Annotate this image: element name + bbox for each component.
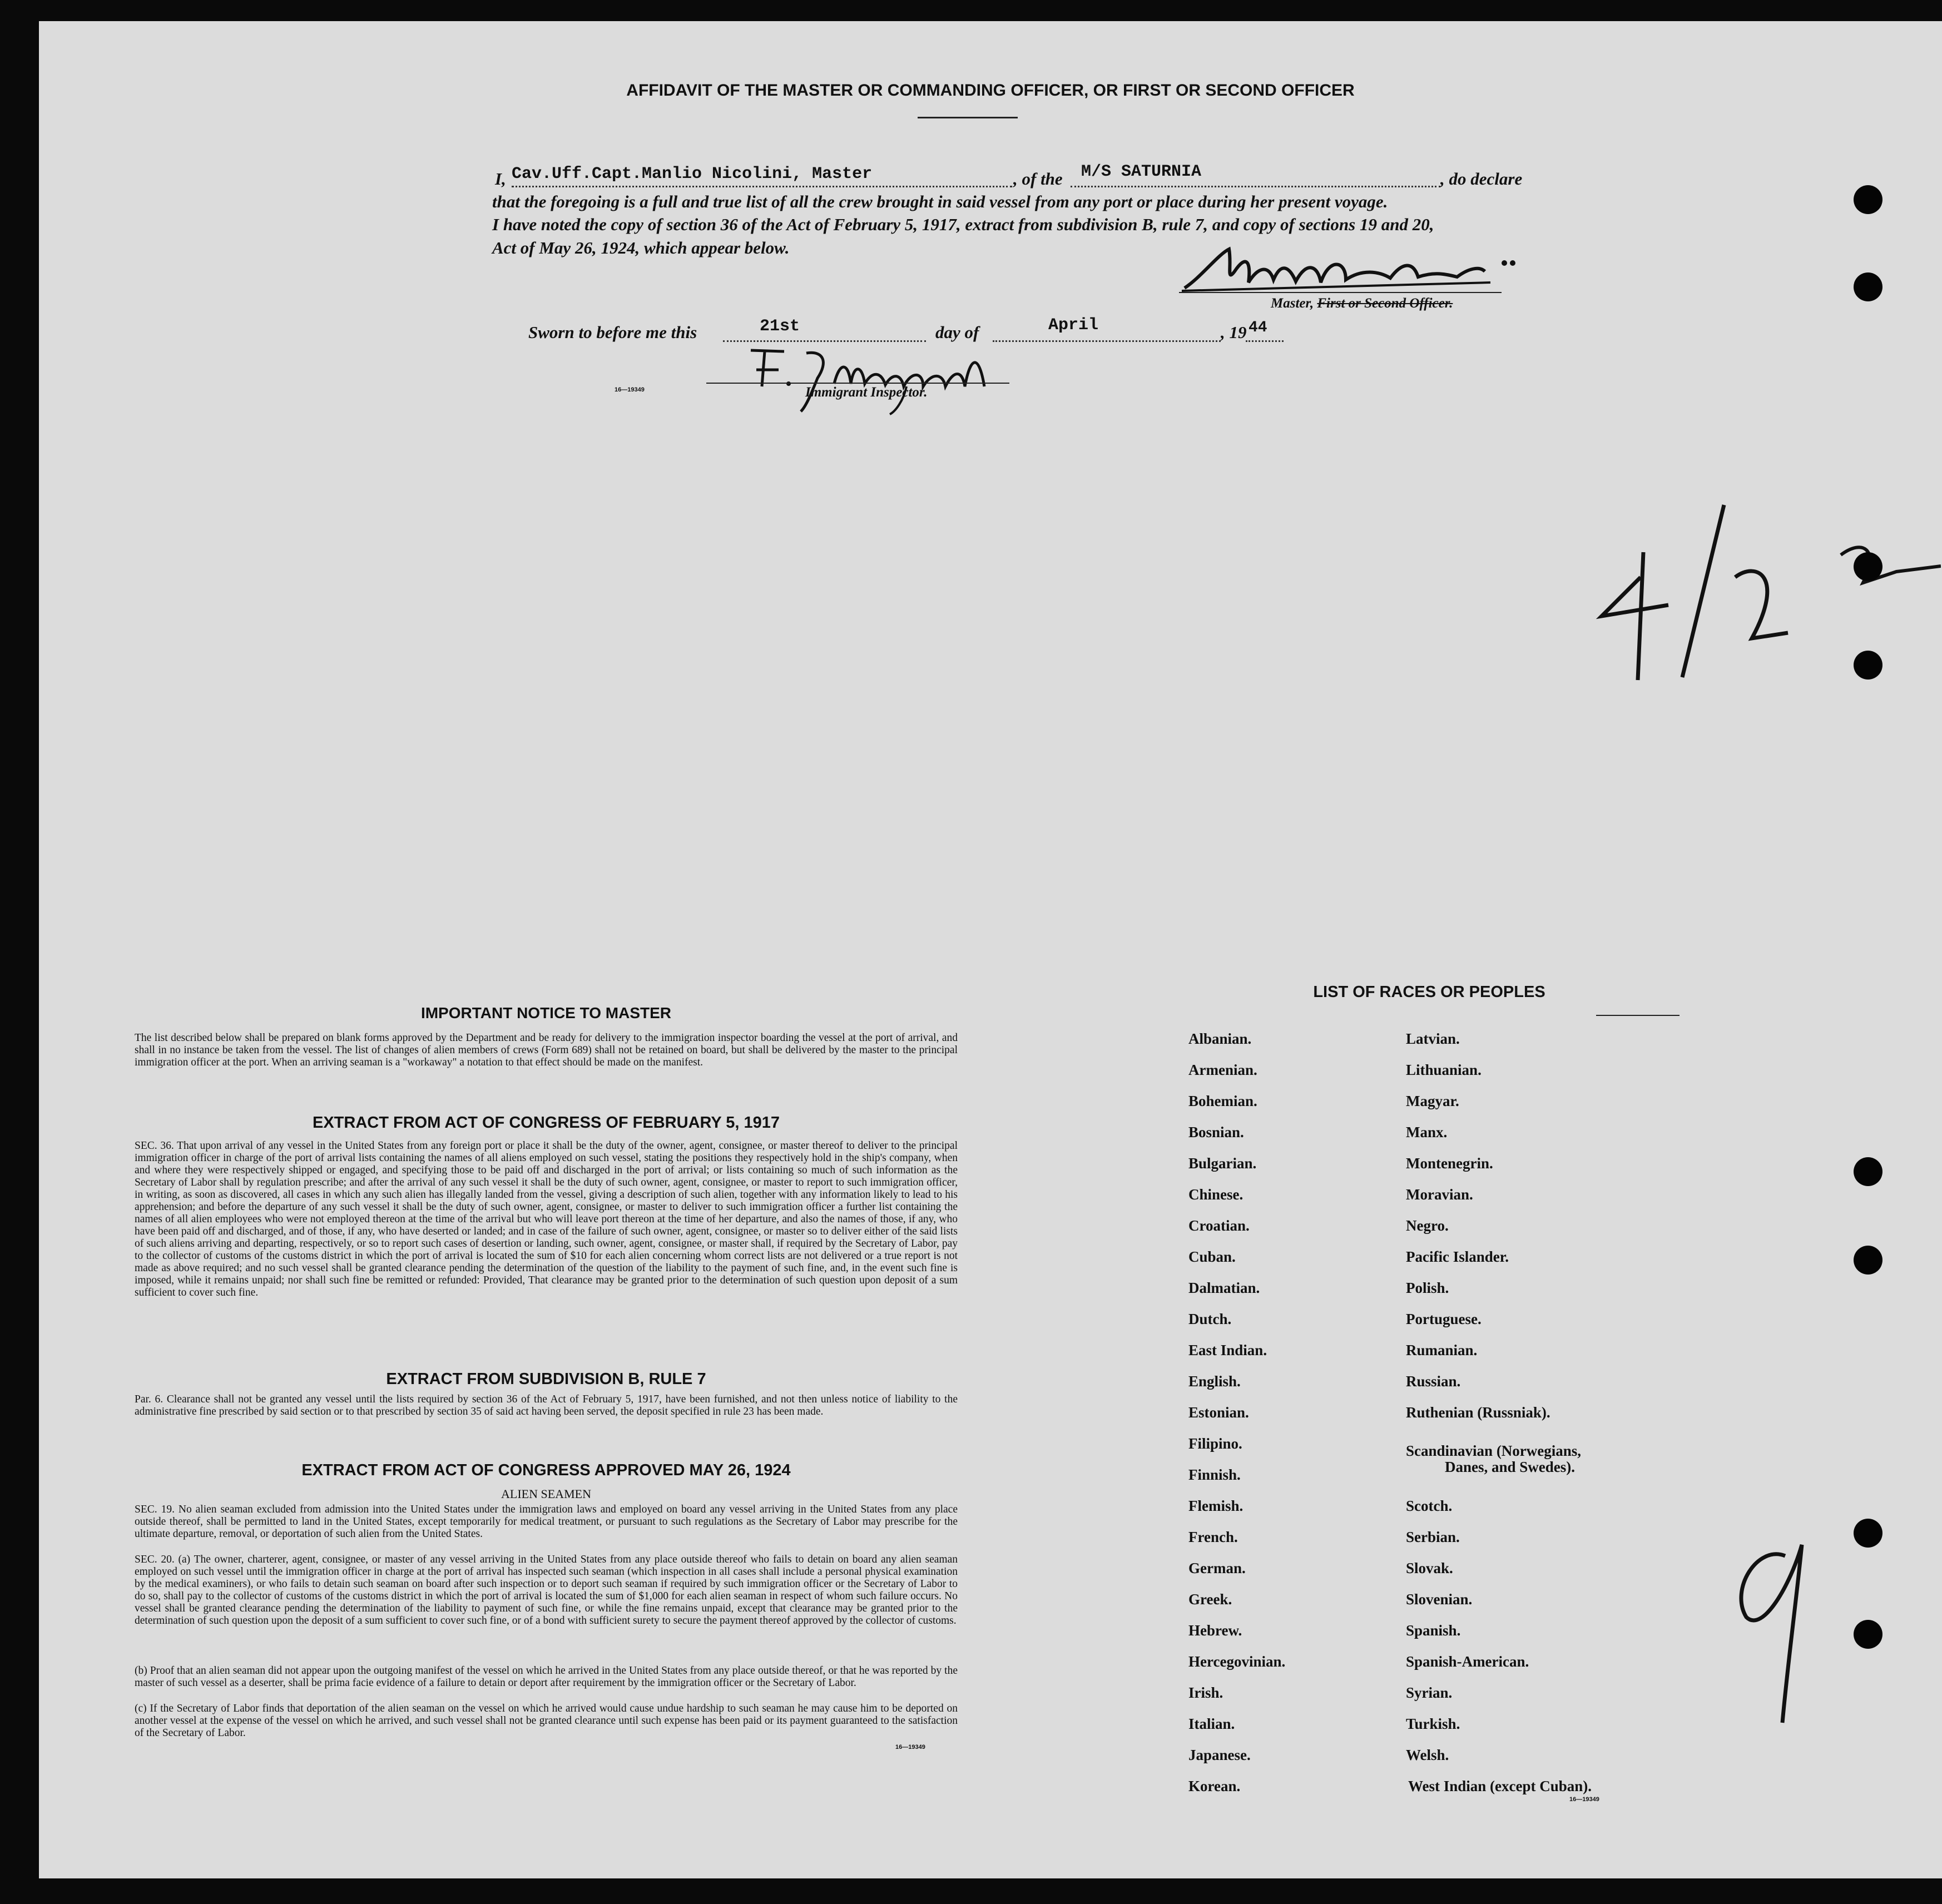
- race-col1-item: Finnish.: [1188, 1466, 1241, 1483]
- race-col2-item: West Indian (except Cuban).: [1408, 1778, 1592, 1794]
- signer-title: [1271, 296, 1453, 311]
- race-col1-item: Greek.: [1188, 1591, 1232, 1608]
- race-col1-item: Cuban.: [1188, 1248, 1236, 1265]
- punch-hole: [1854, 1246, 1882, 1275]
- declaration-line-4: Act of May 26, 1924, which appear below.: [492, 238, 790, 257]
- race-col2-item: Latvian.: [1406, 1030, 1460, 1047]
- notice-body: The list described below shall be prepared on blank forms approved by the Department and be ready for delivery to the immigration inspector boarding the vessel at the port of arrival, and shall in no instance be taken from the vessel. The list of changes of alien members of crews (Form 689) shall not be retained on board, but shall be delivered by the master to the principal immigration officer at the port. When an arriving seaman is a "workaway" a notation to that effect should be made on the manifest.: [135, 1032, 958, 1068]
- race-col1-item: Croatian.: [1188, 1217, 1250, 1234]
- year-suffix-field: 44: [1249, 319, 1267, 336]
- races-title: LIST OF RACES OR PEOPLES: [1313, 983, 1545, 1001]
- punch-hole: [1854, 1519, 1882, 1548]
- race-col1-item: English.: [1188, 1373, 1241, 1390]
- subdivision-title: EXTRACT FROM SUBDIVISION B, RULE 7: [386, 1370, 706, 1388]
- race-col2-item: Turkish.: [1406, 1715, 1460, 1732]
- notice-form-number: 16—19349: [895, 1744, 925, 1751]
- of-the-label: , of the: [1013, 169, 1063, 189]
- punch-hole: [1854, 1620, 1882, 1649]
- race-col1-item: Albanian.: [1188, 1030, 1252, 1047]
- race-col2-continuation: Danes, and Swedes).: [1445, 1459, 1576, 1475]
- race-col2-item: Welsh.: [1406, 1747, 1449, 1763]
- race-col1-item: Dalmatian.: [1188, 1280, 1260, 1296]
- race-col2-item: Russian.: [1406, 1373, 1461, 1390]
- i-label: I,: [495, 169, 506, 189]
- race-col2-item: Pacific Islander.: [1406, 1248, 1509, 1265]
- handwritten-date-note: [1552, 488, 1941, 694]
- section-19: SEC. 19. No alien seaman excluded from admission into the United States under the immigration laws and employed on board any vessel arriving in the United States from any place outside thereof, shall be permitted to land in the United States, except temporarily for medical treatment, or pursuant to such regulations as the Secretary of Labor may prescribe for the ultimate departure, removal, or deportation of such alien from the United States.: [135, 1504, 958, 1540]
- race-col2-item: Polish.: [1406, 1280, 1449, 1296]
- master-name-field: Cav.Uff.Capt.Manlio Nicolini, Master: [512, 165, 873, 184]
- alien-seamen-subtitle: ALIEN SEAMEN: [501, 1487, 591, 1501]
- race-col2-item: Ruthenian (Russniak).: [1406, 1404, 1550, 1421]
- race-col2-item: Slovak.: [1406, 1560, 1453, 1576]
- section-20c: (c) If the Secretary of Labor finds that deportation of the alien seaman on the vessel on which he arrived would cause undue hardship to such seaman he may cause him to be deported on another vessel at the expense of the vessel on which he arrived, and such vessel shall not be granted clearance until such expense has been paid or its payment guaranteed to the satisfaction of the Secretary of Labor.: [135, 1703, 958, 1739]
- race-col2-item: Manx.: [1406, 1124, 1448, 1141]
- race-col2-item: Scotch.: [1406, 1498, 1453, 1514]
- declaration-line-2: that the foregoing is a full and true list of all the crew brought in said vessel from any port or place during her present voyage.: [492, 192, 1388, 211]
- races-title-divider: [1596, 1015, 1680, 1016]
- race-col2-item: Slovenian.: [1406, 1591, 1473, 1608]
- punch-hole: [1854, 185, 1882, 214]
- race-col1-item: East Indian.: [1188, 1342, 1267, 1358]
- race-col1-item: Hebrew.: [1188, 1622, 1242, 1639]
- race-col1-item: Dutch.: [1188, 1311, 1232, 1327]
- race-col1-item: Hercegovinian.: [1188, 1653, 1286, 1670]
- race-col2-item: Magyar.: [1406, 1093, 1459, 1109]
- notice-title: IMPORTANT NOTICE TO MASTER: [420, 1004, 672, 1022]
- title-divider: [918, 117, 1018, 118]
- race-col1-item: Italian.: [1188, 1715, 1235, 1732]
- subdivision-body: Par. 6. Clearance shall not be granted any vessel until the lists required by section 36 of the Act of February 5, 1917, have been furnished, and not then unless notice of liability to the administrative fine prescribed by said section or to that prescribed by section 35 of said act having been served, the deposit specified in rule 23 has been made.: [135, 1394, 958, 1417]
- inspector-form-number: 16—19349: [615, 386, 645, 393]
- extract-1917-title: EXTRACT FROM ACT OF CONGRESS OF FEBRUARY 5, 1917: [312, 1114, 780, 1132]
- inspector-signature: [740, 339, 1007, 417]
- punch-hole: [1854, 552, 1882, 581]
- race-col1-item: Korean.: [1188, 1778, 1241, 1794]
- race-col2-item: Negro.: [1406, 1217, 1449, 1234]
- race-col1-item: Bosnian.: [1188, 1124, 1244, 1141]
- punch-hole: [1854, 651, 1882, 680]
- race-col2-item: Serbian.: [1406, 1529, 1460, 1545]
- races-form-number: 16—19349: [1569, 1796, 1599, 1803]
- race-col2-item: Syrian.: [1406, 1684, 1453, 1701]
- race-col1-item: French.: [1188, 1529, 1238, 1545]
- race-col1-item: Filipino.: [1188, 1435, 1242, 1452]
- race-col2-item: Montenegrin.: [1406, 1155, 1493, 1172]
- signer-title-struck: First or Second Officer.: [1317, 296, 1453, 311]
- handwritten-page-number: [1713, 1523, 1852, 1728]
- section-20b: (b) Proof that an alien seaman did not appear upon the outgoing manifest of the vessel on which he arrived in the United States from any place outside thereof, or that he was reported by the master of such vessel as a deserter, shall be prima facie evidence of a failure to detain or deport after requirement by the immigration officer or the Secretary of Labor.: [135, 1665, 958, 1689]
- vessel-name-field: M/S SATURNIA: [1081, 162, 1202, 181]
- race-col2-item: Moravian.: [1406, 1186, 1473, 1203]
- year-prefix: , 19: [1221, 323, 1247, 342]
- do-declare-label: , do declare: [1440, 169, 1523, 189]
- race-col2-item: Scandinavian (Norwegians,: [1406, 1442, 1582, 1459]
- inspector-signature-line: [706, 383, 1009, 384]
- sworn-label: Sworn to before me this: [528, 323, 697, 342]
- extract-1924-title: EXTRACT FROM ACT OF CONGRESS APPROVED MAY 26, 1924: [301, 1461, 791, 1479]
- race-col2-item: Portuguese.: [1406, 1311, 1482, 1327]
- race-col1-item: Irish.: [1188, 1684, 1223, 1701]
- signature-line: [1179, 292, 1502, 293]
- race-col2-item: Rumanian.: [1406, 1342, 1478, 1358]
- section-20a: SEC. 20. (a) The owner, charterer, agent, consignee, or master of any vessel arriving in the United States from any place outside thereof who fails to detain on board any alien seaman employed on such vessel until the immigration officer in charge at the port of arrival has inspected such seaman (which inspection in all cases shall include a personal physical examination by the medical examiners), or who fails to detain such seaman on board after such inspection or to deport such seaman if required by such immigration officer or the Secretary of Labor to do so, shall pay to the collector of customs of the customs district in which the port of arrival is located the sum of $1,000 for each alien seaman in respect of whom such failure occurs. No vessel shall be granted clearance pending the determination of the liability to payment of such fine, or while the fine remains unpaid, except that clearance may be granted prior to the determination of such question upon the deposit of a sum sufficient to cover such fine, or of a bond with sufficient surety to secure the payment thereof approved by the collector of customs.: [135, 1554, 958, 1627]
- affidavit-title: AFFIDAVIT OF THE MASTER OR COMMANDING OFFICER, OR FIRST OR SECOND OFFICER: [626, 81, 1355, 100]
- race-col1-item: Bohemian.: [1188, 1093, 1257, 1109]
- race-col2-item: Spanish-American.: [1406, 1653, 1529, 1670]
- sworn-month-field: April: [1048, 316, 1099, 335]
- extract-1917-body: SEC. 36. That upon arrival of any vessel in the United States from any foreign port or place it shall be the duty of the owner, agent, consignee, or master thereof to deliver to the principal immigration officer in charge of the port of arrival lists containing the names of all aliens employed on such vessel, stating the positions they respectively hold in the ship's company, when and where they were respectively shipped or engaged, and specifying those to be paid off and discharged in the port of arrival; or lists containing so much of such information as the Secretary of Labor shall by regulation prescribe; and after the arrival of any such vessel it shall be the duty of such owner, agent, consignee, or master to report to such immigration officer, in writing, as soon as discovered, all cases in which any such alien has illegally landed from the vessel, giving a description of such alien, together with any information likely to lead to his apprehension; and before the departure of any such vessel it shall be the duty of such owner, agent, consignee, or master to deliver to such immigration officer a further list containing the names of all alien employees who were not employed thereon at the time of the arrival but who will leave port thereon at the time of her departure, and also the names of those, if any, who have been paid off and discharged, and of those, if any, who have deserted or landed; and in case of the failure of such owner, agent, consignee, or master so to deliver either of the said lists of such aliens arriving and departing, respectively, or so to report such cases of desertion or landing, such owner, agent, consignee, or master shall, if required by the Secretary of Labor, pay to the collector of customs of the customs district in which the port of arrival is located the sum of $10 for each alien concerning whom correct lists are not delivered or a true report is not made as above required; and no such vessel shall be granted clearance pending the determination of the question of the liability to the payment of such fine, and, in the event such fine is imposed, while it remains unpaid; nor shall such fine be remitted or refunded: Provided, That clearance may be granted prior to the determination of such question upon deposit of a sum sufficient to cover such fine.: [135, 1140, 958, 1298]
- document-page: [39, 21, 1942, 1878]
- sworn-day-field: 21st: [760, 317, 800, 336]
- race-col1-item: Flemish.: [1188, 1498, 1244, 1514]
- race-col2-item: Spanish.: [1406, 1622, 1461, 1639]
- race-col1-item: Bulgarian.: [1188, 1155, 1257, 1172]
- race-col1-item: Chinese.: [1188, 1186, 1244, 1203]
- master-signature: [1179, 238, 1535, 299]
- sworn-month-line: [993, 321, 1221, 342]
- inspector-label: Immigrant Inspector.: [805, 385, 928, 400]
- race-col2-item: Lithuanian.: [1406, 1062, 1482, 1078]
- signer-title-master: Master,: [1271, 296, 1314, 311]
- punch-hole: [1854, 1157, 1882, 1186]
- race-col1-item: Japanese.: [1188, 1747, 1251, 1763]
- punch-hole: [1854, 272, 1882, 301]
- declaration-line-3: I have noted the copy of section 36 of the Act of February 5, 1917, extract from subdivision B, rule 7, and copy of sections 19 and 20,: [492, 215, 1434, 234]
- race-col1-item: German.: [1188, 1560, 1246, 1576]
- year-line: [1246, 321, 1284, 342]
- race-col1-item: Armenian.: [1188, 1062, 1257, 1078]
- day-of-label: day of: [935, 323, 979, 342]
- race-col1-item: Estonian.: [1188, 1404, 1249, 1421]
